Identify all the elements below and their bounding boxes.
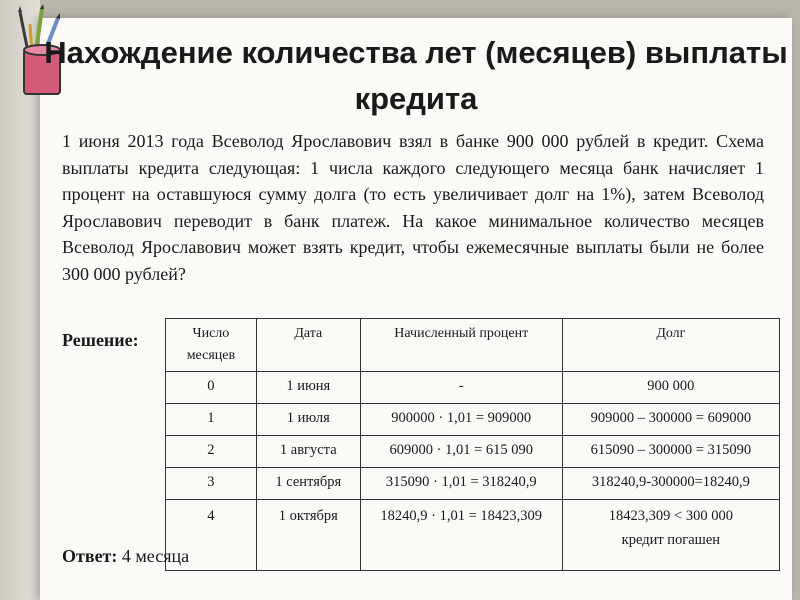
cell-months: 0 [166,372,257,404]
cell-percent: 900000 · 1,01 = 909000 [360,404,562,436]
cell-months: 1 [166,404,257,436]
cell-debt: 900 000 [562,372,779,404]
cell-date: 1 октября [256,500,360,571]
cell-debt: 615090 – 300000 = 315090 [562,436,779,468]
cell-percent: 609000 · 1,01 = 615 090 [360,436,562,468]
debt-final-note: кредит погашен [621,532,721,548]
cell-debt: 909000 – 300000 = 609000 [562,404,779,436]
cell-date: 1 июня [256,372,360,404]
cell-months: 2 [166,436,257,468]
cell-percent: - [360,372,562,404]
cell-debt: 318240,9-300000=18240,9 [562,468,779,500]
table-row [166,468,780,500]
cell-debt-final [562,500,779,571]
problem-text: 1 июня 2013 года Всеволод Ярославович взял в банке 900 000 рублей в кредит. Схема выплаты кредита следующая: 1 числа каждого следующего месяца банк начисляет 1 процент на оставшуюся сумму долга (то есть увеличивает долг на 1%), затем Всеволод Ярославович переводит в банк платеж. На какое минимальное количество месяцев Всеволод Ярославович может взять кредит, чтобы ежемесячные выплаты были не более 300 000 рублей? [62,131,764,284]
cell-percent: 18240,9 · 1,01 = 18423,309 [360,500,562,571]
table-row [166,372,780,404]
answer-value: 4 месяца [121,546,190,566]
table-row [166,436,780,468]
debt-final-value: 18423,309 < 300 000 [608,508,733,524]
cell-months: 4 [166,500,257,571]
cell-percent: 315090 · 1,01 = 318240,9 [360,468,562,500]
cell-months: 3 [166,468,257,500]
cell-date: 1 сентября [256,468,360,500]
table-row [166,404,780,436]
page-title: Нахождение количества лет (месяцев) выплаты кредита [44,35,788,116]
answer-label: Ответ: [62,546,118,566]
table-row [166,500,780,571]
header-debt: Долг [562,319,779,372]
solution-label: Решение: [62,330,139,350]
answer [62,546,189,567]
cell-date: 1 августа [256,436,360,468]
cell-date: 1 июля [256,404,360,436]
header-percent: Начисленный процент [360,319,562,372]
header-date: Дата [256,319,360,372]
header-months: Число месяцев [166,319,257,372]
solution-table [165,318,780,571]
